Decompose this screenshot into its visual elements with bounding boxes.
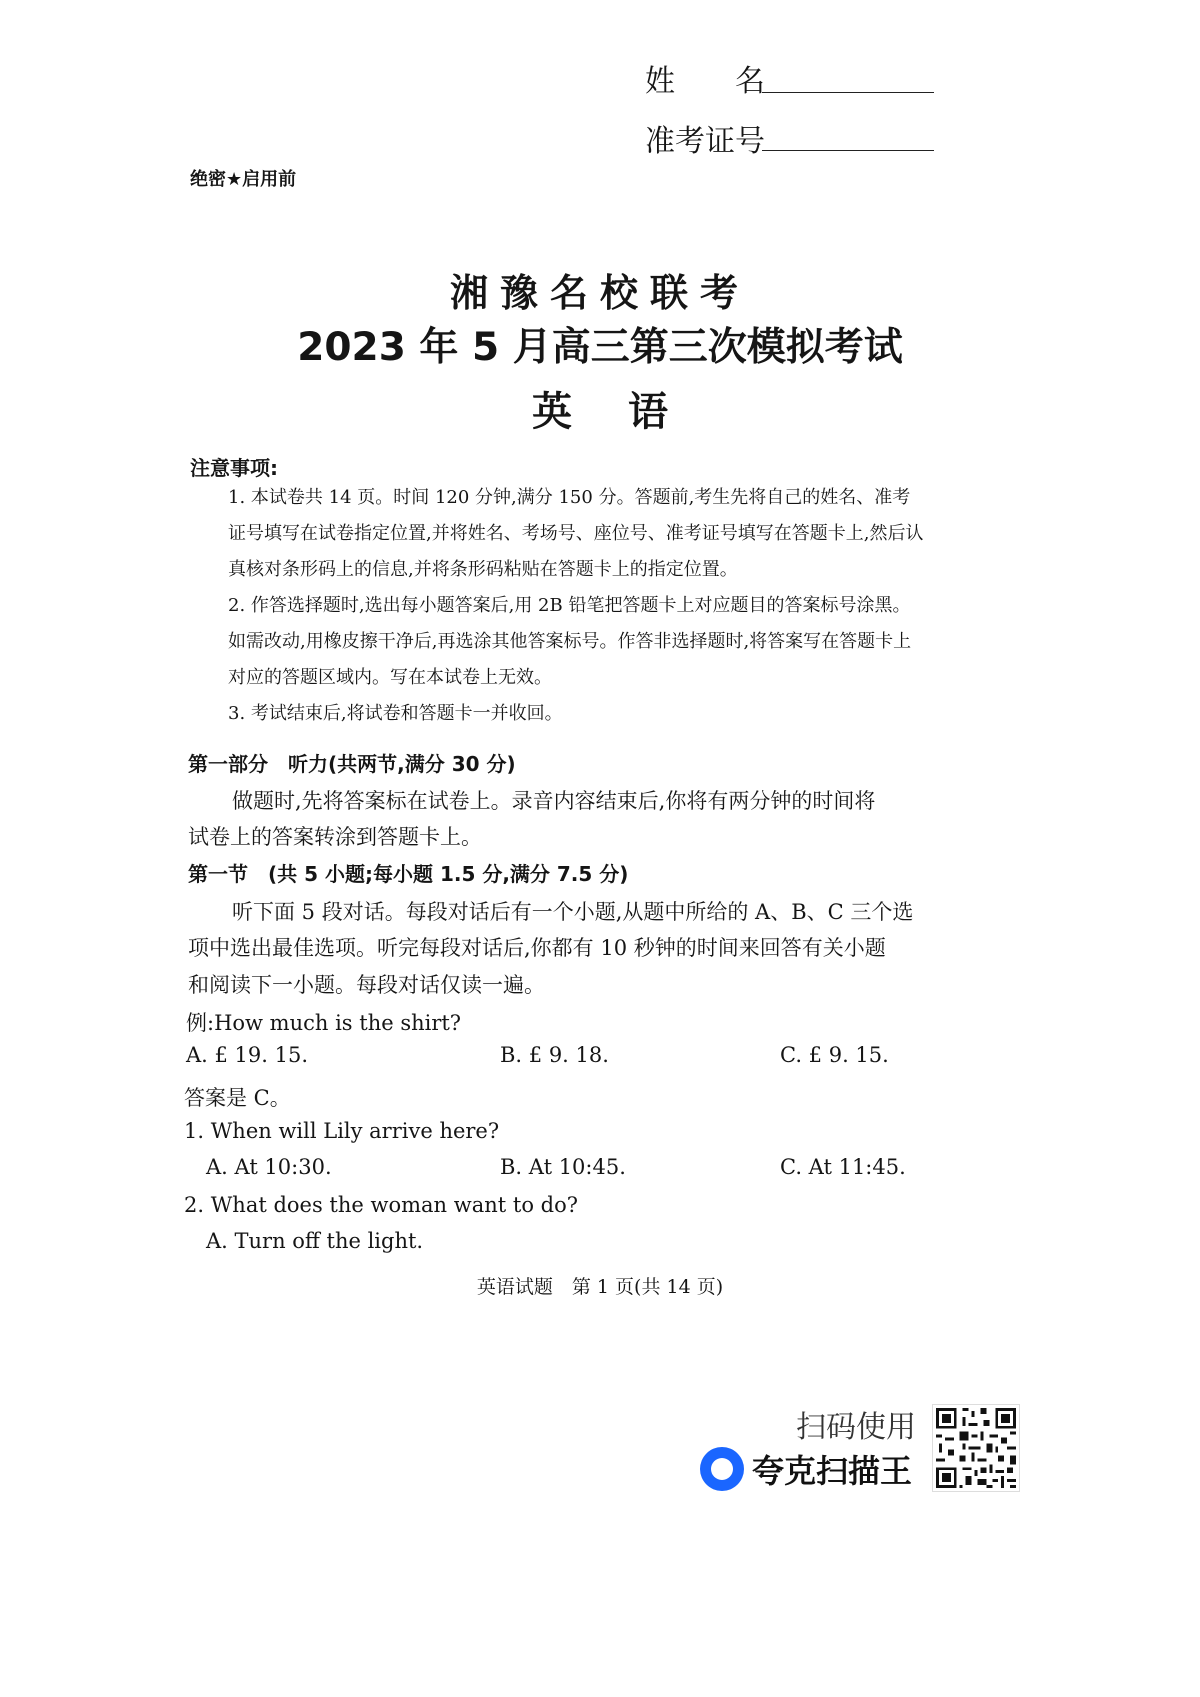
note-item: 1. 本试卷共 14 页。时间 120 分钟,满分 150 分。答题前,考生先将自己的姓名、准考证号填写在试卷指定位置,并将姓名、考场号、座位号、准考证号填写在答题卡上,然后认真核对条形码上的信息,并将条形码粘贴在答题卡上的指定位置。 xyxy=(228,487,924,580)
section1-heading: 第一节 (共 5 小题;每小题 1.5 分,满分 7.5 分) xyxy=(188,862,629,886)
example-question: 例:How much is the shirt? xyxy=(186,1011,462,1035)
page-footer: 英语试题 第 1 页(共 14 页) xyxy=(476,1276,724,1298)
name-underline xyxy=(762,92,934,93)
confidential-mark: 绝密★启用前 xyxy=(190,169,297,190)
question-1: 1. When will Lily arrive here? xyxy=(184,1119,500,1143)
question-1-option-a: A. At 10:30. xyxy=(206,1155,332,1179)
question-1-option-c: C. At 11:45. xyxy=(780,1155,906,1179)
question-2-option-a: A. Turn off the light. xyxy=(206,1229,424,1253)
name-label: 姓 名 xyxy=(645,64,765,99)
exam-org-title: 湘豫名校联考 xyxy=(449,271,750,315)
section1-intro-line: 和阅读下一小题。每段对话仅读一遍。 xyxy=(188,973,545,997)
subject-title: 英语 xyxy=(532,389,724,435)
part1-intro-line: 做题时,先将答案标在试卷上。录音内容结束后,你将有两分钟的时间将 xyxy=(232,789,876,813)
example-answer: 答案是 C。 xyxy=(184,1086,291,1110)
example-option-a: A. £ 19. 15. xyxy=(186,1043,309,1067)
quark-logo-icon xyxy=(700,1447,744,1491)
exam-id-label: 准考证号 xyxy=(645,124,765,159)
question-2: 2. What does the woman want to do? xyxy=(184,1193,578,1217)
question-1-option-b: B. At 10:45. xyxy=(500,1155,626,1179)
example-option-b: B. £ 9. 18. xyxy=(500,1043,609,1067)
section1-intro-line: 听下面 5 段对话。每段对话后有一个小题,从题中所给的 A、B、C 三个选 xyxy=(232,900,914,924)
qr-code-icon[interactable] xyxy=(932,1404,1020,1492)
exam-id-underline xyxy=(762,150,934,151)
note-item: 2. 作答选择题时,选出每小题答案后,用 2B 铅笔把答题卡上对应题目的答案标号涂黑。如需改动,用橡皮擦干净后,再选涂其他答案标号。作答非选择题时,将答案写在答题卡上对应的答题区域内。写在本试卷上无效。 xyxy=(228,595,912,688)
note-item: 3. 考试结束后,将试卷和答题卡一并收回。 xyxy=(228,703,563,724)
part1-intro-line: 试卷上的答案转涂到答题卡上。 xyxy=(188,825,482,849)
scan-caption: 扫码使用 xyxy=(796,1410,916,1445)
section1-intro-line: 项中选出最佳选项。听完每段对话后,你都有 10 秒钟的时间来回答有关小题 xyxy=(188,936,886,960)
notes-heading: 注意事项: xyxy=(190,456,278,480)
scanner-brand xyxy=(700,1446,912,1492)
scanner-brand-name: 夸克扫描王 xyxy=(752,1452,913,1490)
notes-list xyxy=(228,480,928,732)
example-option-c: C. £ 9. 15. xyxy=(780,1043,889,1067)
exam-title: 2023 年 5 月高三第三次模拟考试 xyxy=(297,325,903,370)
part1-heading: 第一部分 听力(共两节,满分 30 分) xyxy=(188,752,516,776)
